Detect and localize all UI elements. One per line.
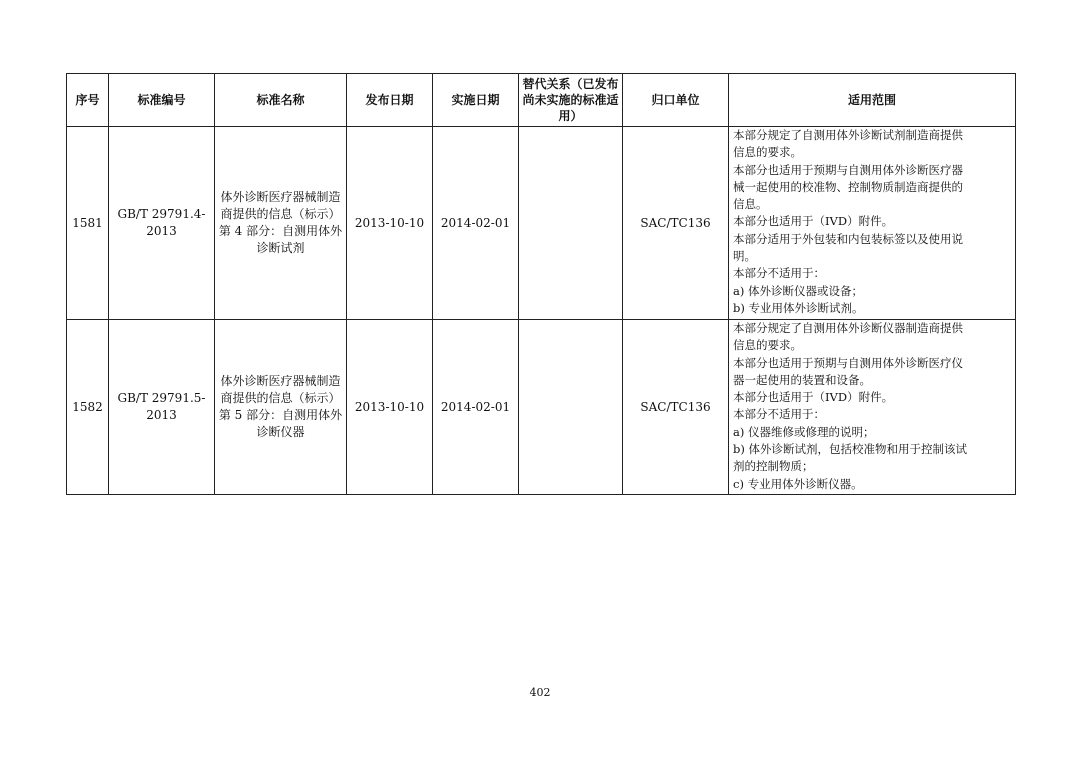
scope-line: 信息。 <box>733 197 768 212</box>
header-code: 标准编号 <box>109 74 215 127</box>
cell-no: 1581 <box>67 127 109 320</box>
scope-line: 信息的要求。 <box>733 145 802 160</box>
scope-line: 本部分规定了自测用体外诊断试剂制造商提供 <box>733 128 963 142</box>
cell-name: 体外诊断医疗器械制造商提供的信息（标示） 第 4 部分：自测用体外诊断试剂 <box>215 127 347 320</box>
table-row <box>67 127 1016 320</box>
table-header-row <box>67 74 1016 127</box>
cell-no: 1582 <box>67 320 109 495</box>
scope-line: 信息的要求。 <box>733 338 802 353</box>
cell-scope <box>729 320 1016 495</box>
cell-publish-date: 2013-10-10 <box>347 127 433 320</box>
cell-unit: SAC/TC136 <box>623 320 729 495</box>
scope-line: 械一起使用的校准物、控制物质制造商提供的 <box>733 179 963 194</box>
header-publish-date: 发布日期 <box>347 74 433 127</box>
cell-effective-date: 2014-02-01 <box>433 320 519 495</box>
cell-code: GB/T 29791.5-2013 <box>109 320 215 495</box>
standards-table <box>66 73 1016 495</box>
cell-unit: SAC/TC136 <box>623 127 729 320</box>
scope-line: 本部分规定了自测用体外诊断仪器制造商提供 <box>733 321 963 335</box>
header-replacement: 替代关系（已发布尚未实施的标准适用） <box>519 74 623 127</box>
cell-replacement <box>519 127 623 320</box>
header-unit: 归口单位 <box>623 74 729 127</box>
scope-line: 本部分也适用于（IVD）附件。 <box>733 214 894 229</box>
scope-line: 剂的控制物质； <box>733 459 814 474</box>
header-no: 序号 <box>67 74 109 127</box>
cell-effective-date: 2014-02-01 <box>433 127 519 320</box>
scope-line: a) 仪器维修或修理的说明； <box>733 424 875 439</box>
scope-line: 本部分不适用于： <box>733 407 825 422</box>
scope-line: c) 专业用体外诊断仪器。 <box>733 476 863 491</box>
scope-line: 本部分不适用于： <box>733 266 825 281</box>
cell-replacement <box>519 320 623 495</box>
standards-table-container <box>66 73 1015 495</box>
cell-code: GB/T 29791.4-2013 <box>109 127 215 320</box>
scope-line: b) 体外诊断试剂，包括校准物和用于控制该试 <box>733 442 968 457</box>
scope-line: 明。 <box>733 249 756 264</box>
header-scope: 适用范围 <box>729 74 1016 127</box>
header-effective-date: 实施日期 <box>433 74 519 127</box>
scope-line: 器一起使用的装置和设备。 <box>733 372 871 387</box>
cell-scope <box>729 127 1016 320</box>
header-name: 标准名称 <box>215 74 347 127</box>
scope-line: 本部分也适用于预期与自测用体外诊断医疗仪 <box>733 355 963 370</box>
scope-line: 本部分也适用于（IVD）附件。 <box>733 390 894 405</box>
page-number: 402 <box>529 686 551 699</box>
table-row <box>67 320 1016 495</box>
scope-line: 本部分适用于外包装和内包装标签以及使用说 <box>733 231 963 246</box>
scope-line: a) 体外诊断仪器或设备； <box>733 283 863 298</box>
cell-publish-date: 2013-10-10 <box>347 320 433 495</box>
cell-name: 体外诊断医疗器械制造商提供的信息（标示） 第 5 部分：自测用体外诊断仪器 <box>215 320 347 495</box>
scope-line: 本部分也适用于预期与自测用体外诊断医疗器 <box>733 162 963 177</box>
scope-line: b) 专业用体外诊断试剂。 <box>733 300 864 315</box>
